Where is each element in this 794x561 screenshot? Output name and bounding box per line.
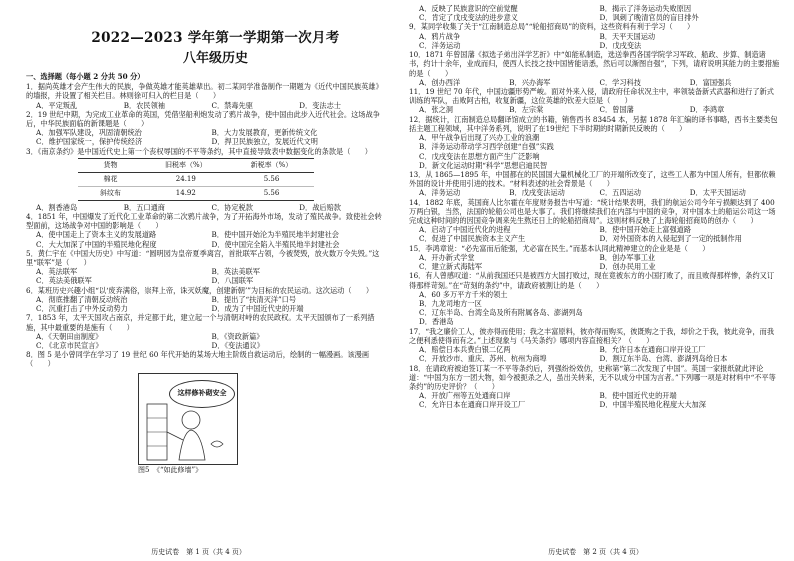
page-footer-left: 历史试卷 第 1 页（共 4 页）: [151, 548, 246, 557]
question-stem: 13．从 1865—1895 年，中国都在的民国国大量机械化工厂的开端所改变了，这些工人都为中国人所有，但都依赖外国的设计并使用引进的技术。“材料表述的社会背景是（ ）: [409, 169, 776, 189]
answer-option: C．曾国藩: [599, 105, 634, 115]
question-stem: 3．《南京条约》是中国近代史上第一个丧权辱国的不平等条约，其中直接导致表中数据变化的条款是（ ）: [26, 146, 372, 156]
table-header-row: [78, 158, 314, 172]
answer-option: C．肯定了戊戌变法的进步意义: [419, 13, 518, 23]
answer-option: B．使中国近代史的开端: [599, 391, 677, 401]
answer-option: C．戊戌变法在思想方面产生广泛影响: [419, 151, 540, 161]
answer-option: D．戊戌变法: [599, 40, 642, 50]
page-footer-right: 历史试卷 第 2 页（共 4 页）: [548, 548, 643, 557]
answer-options: [419, 225, 780, 243]
answer-option: A．创办西洋: [419, 77, 461, 87]
table-header-cell: 新税率（%）: [229, 158, 315, 172]
answer-options: [419, 133, 780, 170]
question-stem: 5．黄仁宇在《中国大历史》中写道：“圆明园为皇帝夏季离宫，首批联军占领，今被焚毁，放火数万令失毁。”这里“联军”是（ ）: [26, 248, 380, 268]
cartoon-speech-bubble: 这样修补砌安全: [169, 380, 235, 408]
answer-option: C．协定税款: [211, 202, 253, 212]
question-stem: 15．李鸿章说：“必先富而后能强，尤必富在民生。”而基本认同此精神建立的企业是是（ ）: [409, 243, 710, 253]
answer-option: D．八国联军: [211, 276, 254, 286]
answer-option: A．鸦片战争: [419, 31, 461, 41]
answer-options: [36, 203, 387, 212]
answer-option: D．中国半殖民地化程度大大加深: [599, 400, 706, 410]
section-heading: 一、选择题（每小题 2 分共 50 分）: [26, 71, 145, 81]
answer-option: D．新文化运动时期“科学”思想启迪民智: [419, 160, 548, 170]
answer-options: [36, 332, 387, 350]
answer-options: [419, 188, 780, 197]
answer-option: D．变法志士: [299, 100, 341, 110]
answer-option: A．割香港岛: [36, 202, 78, 212]
answer-option: A．开办新式学堂: [419, 252, 475, 262]
question-stem: 1．据尚英雄才会产生伟大的民族，争做英雄才能英雄辈出。初二某同学准备制作一期题为《近代中国民族英雄》的墙报，并设置了相关栏目。林则徐可归入的栏目是（ ）: [26, 82, 383, 101]
answer-option: C．学习科技: [599, 77, 641, 87]
answer-option: D．太平天国运动: [689, 188, 746, 198]
answer-option: A．彻底推翻了清朝反动统治: [36, 294, 128, 304]
answer-option: D．使中国完全陷入半殖民地半封建社会: [211, 239, 340, 249]
table-header-cell: 货物: [78, 158, 143, 172]
question-stem: 6．某班历史兴趣小组“以‘废弃满俗，崇拜上帝，诛灭妖魔，创建新朝’”为目标的农民运动。这次运动（ ）: [26, 285, 374, 295]
question-stem: 7．1853 年，太平天国攻占南京，并定都于此，建立起一个与清朝对峙的农民政权。太平天国颁布了一系列措施，其中最重要的是施有（ ）: [26, 313, 375, 332]
question-stem: 10．1871 年曾国藩《拟选子弟出洋学艺折》中“如能私制造，选送拳西各国学院学习军政、船政、步算、制造诸书，约计十余年，业成而归，使西人长技之技中国皆能谙悉，然后可以渐图自强”，下列，请府说明其能力的主要措施的是（ ）: [409, 50, 780, 78]
exam-subtitle: 八年级历史: [182, 51, 248, 67]
answer-option: D．捍卫民族独立，发展近代文明: [211, 137, 318, 147]
answer-option: D．富国强兵: [689, 77, 732, 87]
answer-option: D．成为了中国近代史的开端: [211, 304, 304, 314]
answer-option: B．使中国开始走上富强道路: [599, 225, 692, 235]
question-stem: 12．据统计，江南制造总局翻译馆成立的书籍，销售西书 83454 本，另据 1878 年汇编的译书事略，西书主要类包括主题工程领域，其中洋务系列，说明了在19世纪 下半时期的时期新民反映的（ ）: [409, 114, 778, 133]
answer-option: A．平定叛乱: [36, 100, 78, 110]
answer-option: C．辽东半岛、台湾全岛及所有附属各岛、澎湖列岛: [419, 308, 583, 318]
answer-option: C．大大加深了中国的半殖民地化程度: [36, 239, 157, 249]
question-stem: 17．“我之廉价工人，彼亦得而使用；我之丰富原料，彼亦得而购买，彼既购之于我，却价之于我，彼此竞争，而我之便利悉使得而有之。”上述现象与《马关条约》哪项内容直接相关？（ ）: [409, 326, 775, 345]
answer-option: C．五四运动: [599, 188, 641, 198]
answer-option: D．创办民用工业: [599, 262, 656, 272]
answer-option: A．60 多万平方千米的领土: [419, 289, 508, 299]
answer-option: C．《北京市民宣言》: [36, 341, 103, 350]
answer-options: [36, 128, 387, 146]
question-stem: 8．图 5 是小曾同学在学习了 19 世纪 60 年代开始的某场大地主阶级自救运动后，绘制的一幅漫画。该漫画（ ）: [26, 350, 370, 369]
answer-option: A．赔偿日本兵费白银二亿两: [419, 345, 511, 355]
answer-option: B．戊戌变法运动: [509, 188, 565, 198]
answer-option: A．英法联军: [36, 267, 78, 277]
answer-option: B．九龙司地方一区: [419, 299, 482, 308]
answer-option: B．提出了“扶清灭洋”口号: [211, 294, 297, 304]
table-row: [78, 186, 314, 200]
answer-option: C．洋务运动: [419, 40, 461, 50]
answer-options: [419, 105, 780, 114]
answer-option: B．《资政新篇》: [211, 331, 264, 341]
question-stem: 9．某同学收集了关于“江南制造总局”“轮船招商局”的资料，这些资料有利于学习（ ）: [409, 22, 695, 32]
answer-options: [419, 345, 780, 363]
table-cell: 棉花: [78, 172, 143, 186]
answer-options: [419, 391, 780, 409]
answer-option: A．洋务运动: [419, 188, 461, 198]
answer-option: B．创办军事工业: [599, 252, 656, 262]
answer-option: B．允许日本在通商口岸开设工厂: [599, 345, 706, 355]
answer-option: D．割辽东半岛、台湾、澎湖列岛给日本: [599, 354, 728, 364]
answer-options: [419, 32, 780, 50]
answer-option: C．促进了中国民族资本主义产生: [419, 234, 526, 244]
answer-option: D．对外国资本的入侵起到了一定的抵制作用: [599, 234, 742, 244]
table-header-cell: 旧税率（%）: [143, 158, 229, 172]
answer-option: B．使中国开始沦为半殖民地半封建社会: [211, 230, 339, 240]
left-question-list-1: [26, 82, 387, 156]
answer-options: [419, 4, 780, 22]
answer-options: [36, 230, 387, 248]
answer-option: B．天平天国运动: [599, 31, 656, 41]
answer-option: C．允许日本在通商口岸开设工厂: [419, 400, 526, 410]
question-stem: 16．有人曾感叹道：“从前我国还只是被西方大国打败过，现在竟被东方的小国打败了，而且败得那样惨，条约又订得那样苛刻。”在“苛刻的条约”中，请政府被割让的是（ ）: [409, 271, 775, 290]
answer-option: A．启动了中国近代化的进程: [419, 225, 511, 235]
answer-option: D．香港岛: [419, 317, 454, 327]
answer-option: B．五口通商: [123, 202, 165, 212]
answer-option: A．张之洞: [419, 105, 453, 115]
answer-option: B．兴办海军: [509, 77, 551, 87]
answer-option: C．开放沙市、重庆、苏州、杭州为商埠: [419, 354, 547, 364]
right-page: [397, 0, 794, 561]
answer-option: A．甲午战争后出现了兴办工业的浪潮: [419, 133, 540, 143]
answer-option: D．讽刺了晚清官员的盲目排外: [599, 13, 699, 23]
answer-option: B．左宗棠: [509, 105, 544, 115]
question-stem: 2．19 世纪中期，为完成工业革命的英国，凭借坚船利炮发动了鸦片战争，使中国由此步入近代社会。这场战争后，中华民族面临的新课题是（ ）: [26, 109, 380, 128]
table-row: [78, 172, 314, 186]
answer-options: [36, 101, 387, 110]
table-cell: 14.92: [143, 186, 229, 200]
answer-option: B．洋务运动带动学习西学创建“自强”实践: [419, 142, 554, 152]
table-cell: 5.56: [229, 186, 315, 200]
question-stem: 14．1882 年底，英国商人比尔霍在年度财务报告中写道：“统计结果表明，我们的航运公司今年亏损额达到了 400 万两白银，当然，法国的轮船公司也是大事了。我们将继续我们在内部与中国的竞争，对中国本土的船运公司这一场完成这种时间的的因国竞争调来先生熬还日上的轮船招商局”。这则材料反映了上海轮船招商局的创办（ ）: [409, 197, 776, 226]
table-cell: 斜纹布: [78, 186, 143, 200]
answer-options: [419, 253, 780, 271]
answer-option: B．农民领袖: [123, 100, 165, 110]
answer-option: C．沉重打击了中外反动势力: [36, 304, 128, 314]
answer-option: A．反映了民族意识的空前觉醒: [419, 4, 518, 13]
answer-options: [419, 78, 780, 87]
cartoon-figure-icon: [139, 374, 237, 464]
answer-option: D．李鸿章: [689, 105, 725, 115]
question-stem: 4．1851 年，中国爆发了近代化工业革命的第二次鸦片战争，为了开拓海外市场，发动了殖民战争。致使社会转型面前，这场战争对中国的影响是（ ）: [26, 211, 382, 231]
answer-options: [36, 295, 387, 313]
table-cell: 24.19: [143, 172, 229, 186]
question-stem: 18．在请政府被迫签订某一不平等条约后，列强纷纷效仿，史称第“第二次发现了中国”。英国一家报纸就此评论道：“中国为东方一团大物，如今被扼杀之人，虽出关转来，无不以成分中国为言者。”下列哪一项是对材料中“不平等条约”的历史评价？（ ）: [409, 363, 776, 391]
cartoon-image: [138, 373, 238, 465]
answer-option: B．揭示了洋务运动失败原因: [599, 4, 692, 13]
answer-option: D．《变法通议》: [211, 341, 264, 350]
answer-option: C．英法美俄联军: [36, 276, 92, 286]
answer-option: A．开放广州等五处通商口岸: [419, 391, 511, 401]
answer-option: B．大力发展教育，更新传统文化: [211, 128, 318, 138]
table-cell: 5.56: [229, 172, 315, 186]
question-stem: 11．19 世纪 70 年代，中国边疆形势严峻。面对外来入侵，请政府任命状况主中，率领装备新式武器和进行了新式训练的军队，击败阿古柏，收复新疆，这位英雄的钦差大臣是（ ）: [409, 86, 774, 106]
answer-option: A．加强军队建设，巩固清朝统治: [36, 128, 142, 138]
answer-options: [36, 267, 387, 285]
answer-option: B．英法美联军: [211, 267, 260, 277]
left-question-list-2: [26, 203, 387, 369]
right-question-list: [409, 4, 780, 410]
exam-title: 2022—2023 学年第一学期第一次月考: [91, 30, 340, 46]
tariff-table: [78, 158, 314, 201]
answer-option: A．使中国走上了资本主义的发展道路: [36, 230, 157, 240]
cartoon-caption: 图5 《“如此修墙”》: [138, 465, 203, 474]
answer-options: [419, 290, 780, 327]
answer-option: A．《天朝田亩制度》: [36, 331, 103, 341]
answer-option: C．维护国家统一，保护传统经济: [36, 137, 143, 147]
answer-option: C．建立新式海陆军: [419, 262, 483, 272]
answer-option: C．禁毒先驱: [211, 100, 253, 110]
answer-option: D．战后赔款: [299, 202, 341, 212]
